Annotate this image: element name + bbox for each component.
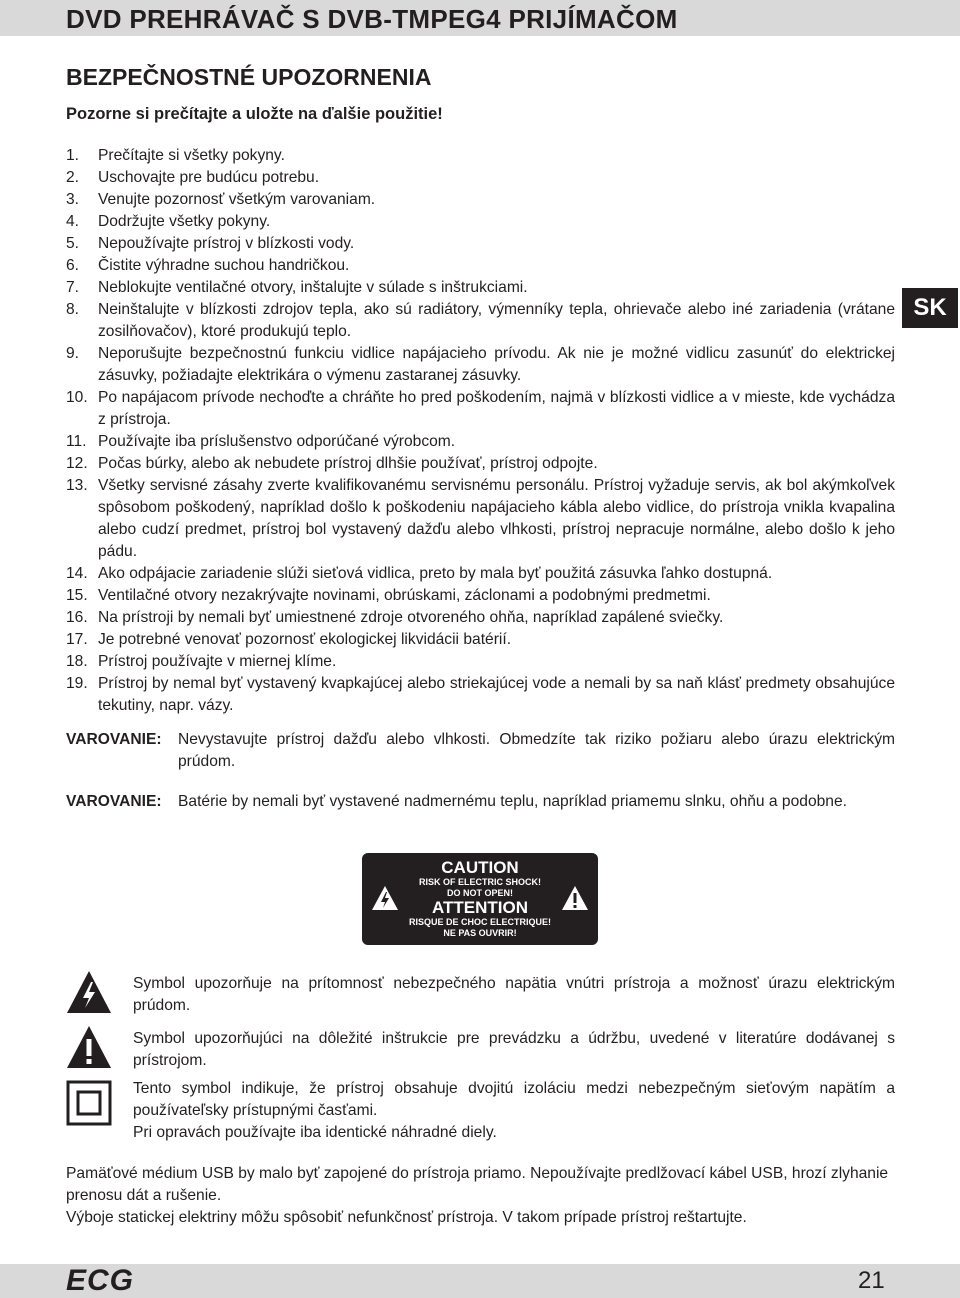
list-item-text: Prístroj by nemal byť vystavený kvapkajúcej alebo striekajúcej vode a nemali by sa naň klásť predmety obsahujúce tekutiny, napr. vázy. [98,675,895,714]
list-item [66,629,895,651]
list-item-text: Dodržujte všetky pokyny. [98,213,271,230]
footer-bar [0,1264,960,1298]
list-item [66,431,895,453]
safety-instructions-list [66,145,895,717]
list-item [66,387,895,431]
list-item-number: 8. [66,301,80,318]
section-title: BEZPEČNOSTNÉ UPOZORNENIA [66,64,432,90]
list-item [66,563,895,585]
list-item-text: Čistite výhradne suchou handričkou. [98,257,350,274]
list-item [66,167,895,189]
list-item-text: Neinštalujte v blízkosti zdrojov tepla, ako sú radiátory, výmenníky tepla, ohrievače alebo iné zariadenia (vrátane zosilňovačov), ktoré produkujú teplo. [98,301,895,340]
page-number: 21 [858,1267,885,1294]
list-item [66,145,895,167]
list-item-text: Na prístroji by nemali byť umiestnené zdroje otvoreného ohňa, napríklad zapálené sviečky. [98,609,724,626]
list-item-text: Neblokujte ventilačné otvory, inštalujte v súlade s inštrukciami. [98,279,528,296]
list-item [66,255,895,277]
list-item [66,585,895,607]
list-item-number: 11. [66,433,87,450]
warning-label: VAROVANIE: [66,731,162,748]
caution-text: RISK OF ELECTRIC SHOCK! [418,877,541,887]
list-item [66,343,895,387]
list-item [66,673,895,717]
list-item-text: Po napájacom prívode nechoďte a chráňte ho pred poškodením, najmä v blízkosti vidlice a v mieste, kde vychádza z prístroja. [98,389,895,428]
attention-heading: ATTENTION [431,898,528,917]
brand-logo: ECG [66,1264,135,1297]
list-item [66,475,895,563]
attention-text: NE PAS OUVRIR! [443,928,517,938]
usb-note [66,1163,895,1229]
list-item [66,211,895,233]
language-badge: SK [902,288,958,328]
warning-block [66,791,895,813]
list-item-number: 4. [66,213,80,230]
symbol-description: Symbol upozorňuje na prítomnosť nebezpečného napätia vnútri prístroja a možnosť úrazu elektrickým prúdom. [133,975,895,1014]
list-item-number: 14. [66,565,88,582]
list-item [66,189,895,211]
list-item-text: Prečítajte si všetky pokyny. [98,147,285,164]
list-item-text: Počas búrky, alebo ak nebudete prístroj dlhšie používať, prístroj odpojte. [98,455,598,472]
list-item-text: Je potrebné venovať pozornosť ekologickej likvidácii batérií. [98,631,512,648]
page-header-title: DVD PREHRÁVAČ S DVB-TMPEG4 PRIJÍMAČOM [66,4,678,34]
list-item [66,453,895,475]
caution-text: DO NOT OPEN! [446,888,513,898]
lightning-triangle-icon [66,970,112,1014]
list-item-number: 2. [66,169,80,186]
list-item-number: 9. [66,345,80,362]
list-item [66,651,895,673]
list-item-number: 17. [66,631,88,648]
exclamation-triangle-icon [66,1025,112,1069]
attention-text: RISQUE DE CHOC ELECTRIQUE! [408,917,551,927]
list-item [66,233,895,255]
list-item [66,277,895,299]
symbol-description: Symbol upozorňujúci na dôležité inštrukcie pre prevádzku a údržbu, uvedené v literatúre dodávanej s prístrojom. [133,1030,895,1069]
symbol-description-line: Pri opravách používajte iba identické náhradné diely. [133,1124,497,1141]
list-item-text: Prístroj používajte v miernej klíme. [98,653,337,670]
usb-note-line: Pamäťové médium USB by malo byť zapojené do prístroja priamo. Nepoužívajte predlžovací kábel USB, hrozí zlyhanie prenosu dát a rušenie. [66,1165,889,1204]
list-item-number: 6. [66,257,80,274]
list-item-number: 7. [66,279,80,296]
caution-label-image [362,853,598,945]
list-item-number: 10. [66,389,88,406]
list-item-text: Používajte iba príslušenstvo odporúčané výrobcom. [98,433,456,450]
warning-text: Nevystavujte prístroj dažďu alebo vlhkosti. Obmedzíte tak riziko požiaru alebo úrazu elektrickým prúdom. [178,731,895,770]
list-item-text: Venujte pozornosť všetkým varovaniam. [98,191,376,208]
caution-heading: CAUTION [441,858,519,877]
static-note-line: Výboje statickej elektriny môžu spôsobiť nefunkčnosť prístroja. V takom prípade prístroj reštartujte. [66,1209,747,1226]
symbol-description-line: Tento symbol indikuje, že prístroj obsahuje dvojitú izoláciu medzi nebezpečným sieťovým napätím a používateľsky prístupnými časťami. [133,1080,895,1119]
list-item-number: 12. [66,455,88,472]
list-item [66,607,895,629]
list-item-number: 18. [66,653,88,670]
list-item-text: Všetky servisné zásahy zverte kvalifikovanému servisnému personálu. Prístroj vyžaduje servis, ak bol akýmkoľvek spôsobom poškodený, napríklad došlo k poškodeniu napájacieho kábla alebo vidlice, do prístroja vnikla kvapalina alebo cudzí predmet, prístroj bol vystavený dažďu alebo vlhkosti, prístroj nepracuje normálne, alebo došlo k jeho pádu. [98,477,895,560]
section-subtitle: Pozorne si prečítajte a uložte na ďalšie použitie! [66,105,443,123]
list-item-text: Ventilačné otvory nezakrývajte novinami, obrúskami, záclonami a podobnými predmetmi. [98,587,711,604]
double-insulation-icon [66,1080,112,1126]
list-item-text: Uschovajte pre budúcu potrebu. [98,169,320,186]
list-item-number: 5. [66,235,80,252]
list-item-number: 15. [66,587,88,604]
symbol-description [133,1078,895,1144]
warning-text: Batérie by nemali byť vystavené nadmernému teplu, napríklad priamemu slnku, ohňu a podobne. [178,793,847,810]
list-item-number: 1. [66,147,80,164]
warning-block [66,729,895,773]
list-item-number: 16. [66,609,88,626]
list-item [66,299,895,343]
list-item-text: Neporušujte bezpečnostnú funkciu vidlice napájacieho prívodu. Ak nie je možné vidlicu zasunúť do elektrickej zásuvky, požiadajte elektrikára o výmenu zastaranej zásuvky. [98,345,895,384]
list-item-number: 19. [66,675,88,692]
list-item-number: 13. [66,477,88,494]
list-item-text: Nepoužívajte prístroj v blízkosti vody. [98,235,355,252]
warning-label: VAROVANIE: [66,793,162,810]
list-item-text: Ako odpájacie zariadenie slúži sieťová vidlica, preto by mala byť použitá zásuvka ľahko dostupná. [98,565,773,582]
list-item-number: 3. [66,191,80,208]
